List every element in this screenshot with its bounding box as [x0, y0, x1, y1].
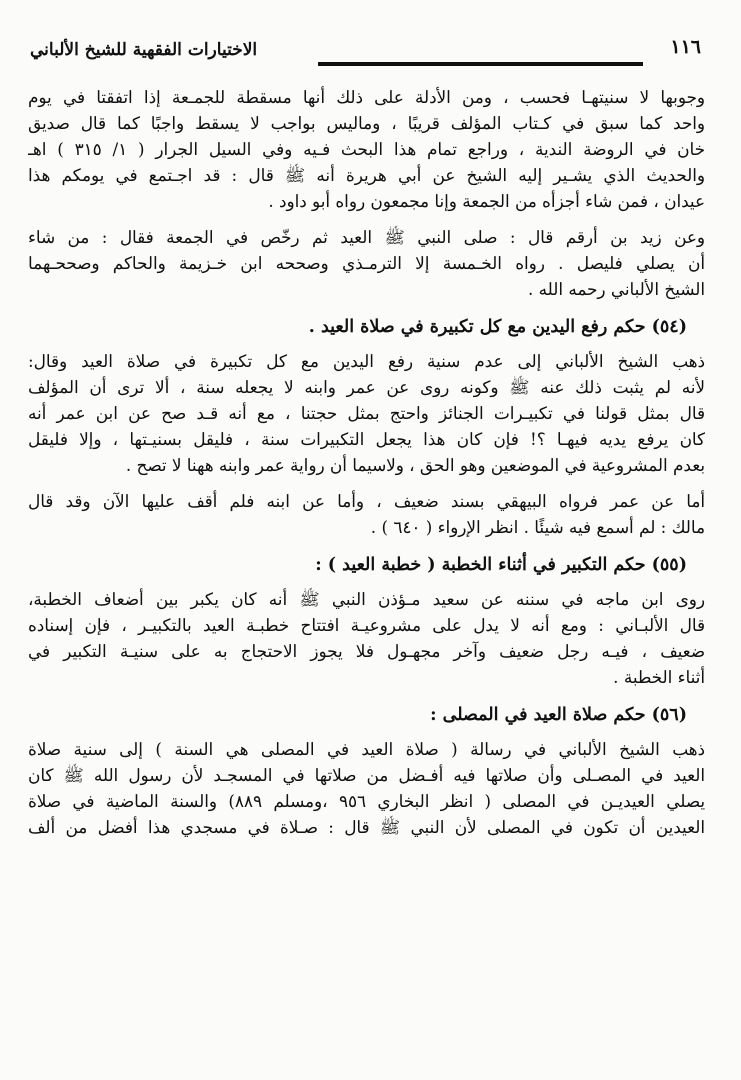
paragraph [28, 488, 705, 540]
section-heading-56: (٥٦) حكم صلاة العيد في المصلى : [430, 705, 687, 725]
text-line: وجوبها لا سنيتهـا فحسب ، ومن الأدلة على ذلك أنها مسقطة للجمـعة إذا اتفقتا في يوم [28, 87, 705, 107]
paragraph [28, 348, 705, 478]
page-number: ١١٦ [670, 36, 701, 58]
text-line: واحد كما سبق في كـتاب المؤلف قريبًا ، ومالیس بواجب لا یسقط واجبًا كما قال صديق [28, 113, 705, 133]
text-line: أثناء الخطبة . [613, 667, 705, 687]
paragraph [28, 736, 705, 840]
text-line: روى ابن ماجه في سننه عن سعيد مـؤذن النبي ﷺ أنه كان يكبر بين أضعاف الخطبة، [28, 589, 705, 609]
text-line: خان في الروضة الندية ، وراجع تمام هذا البحث فـيه وفي السيل الجرار ( ١/ ٣١٥ ) اهـ [28, 139, 705, 159]
paragraph [28, 586, 705, 690]
text-line: العيد في المصـلى وأن صلاتها فيه أفـضل من صلاتها في المسجـد لأن رسول الله ﷺ كان [28, 765, 705, 785]
text-line: ذهب الشيخ الألباني إلى عدم سنية رفع اليدين مع كل تكبيرة في صلاة العيد وقال: [28, 351, 705, 371]
text-line: لأنه لم يثبت ذلك عنه ﷺ وكونه روى عن عمر وابنه لا يجعله سنة ، ألا ترى أن المؤلف [28, 377, 705, 397]
paragraph [28, 224, 705, 302]
running-title: الاختيارات الفقهية للشيخ الألباني [30, 40, 258, 60]
text-line: كان يرفع يديه فيهـا ؟! فإن كان هذا يجعل التكبيرات سنة ، فليقل بسنيـتها ، وإلا فليقل [28, 429, 705, 449]
text-line: يصلي العيديـن في المصلى ( انظر البخاري ٩٥٦ ،ومسلم ٨٨٩) والسنة الماضية في صلاة [28, 791, 705, 811]
page-body [28, 84, 705, 850]
text-line: وعن زيد بن أرقم قال : صلى النبي ﷺ العيد ثم رخّص في الجمعة فقال : من شاء [28, 227, 705, 247]
section-heading-54: (٥٤) حكم رفع اليدين مع كل تكبيرة في صلاة العيد . [308, 317, 687, 337]
text-line: ضعيف ، فيـه رجل ضعيف وآخر مجهـول فلا يجوز الاحتجاج به على سنيـة التكبير في [28, 641, 705, 661]
section-heading-55: (٥٥) حكم التكبير في أثناء الخطبة ( خطبة العيد ) : [315, 555, 687, 575]
text-line: قال الألبـاني : ومع أنه لا يدل على مشروعيـة افتتاح خطبـة العيد بالتكبيـر ، فإن إسناده [28, 615, 705, 635]
text-line: الشيخ الألباني رحمه الله . [528, 279, 705, 299]
header-rule [318, 62, 643, 66]
text-line: أن يصلي فليصل . رواه الخـمسة إلا الترمـذي وصححه ابن خـزيمة والحاكم وصححـهما [28, 253, 705, 273]
page-header [30, 34, 701, 74]
text-line: والحديث الذي يشـير إليه الشيخ عن أبي هريرة أنه ﷺ قال : قد اجـتمع في يومكم هذا [28, 165, 705, 185]
text-line: بعدم المشروعية في الموضعين وهو الحق ، ولاسيما أن رواية عمر وابنه ههنا لا تصح . [125, 455, 705, 475]
paragraph [28, 84, 705, 214]
text-line: ذهب الشيخ الألباني في رسالة ( صلاة العيد في المصلى هي السنة ) إلى سنية صلاة [28, 739, 705, 759]
text-line: مالك : لم أسمع فيه شيئًا . انظر الإرواء ( ٦٤٠ ) . [370, 517, 705, 537]
text-line: أما عن عمر فرواه البيهقي بسند ضعيف ، وأما عن ابنه فلم أقف عليها الآن وقد قال [28, 491, 705, 511]
text-line: العيدين أن تكون في المصلى لأن النبي ﷺ قال : صـلاة في مسجدي هذا أفضل من ألف [28, 817, 705, 837]
text-line: قال بمثل قولنا في تكبيـرات الجنائز واحتج بمثل حجتنا ، مع أنه قـد صح عن ابن عمر أنه [28, 403, 705, 423]
text-line: عيدان ، فمن شاء أجزأه من الجمعة وإنا مجمعون رواه أبو داود . [268, 191, 705, 211]
